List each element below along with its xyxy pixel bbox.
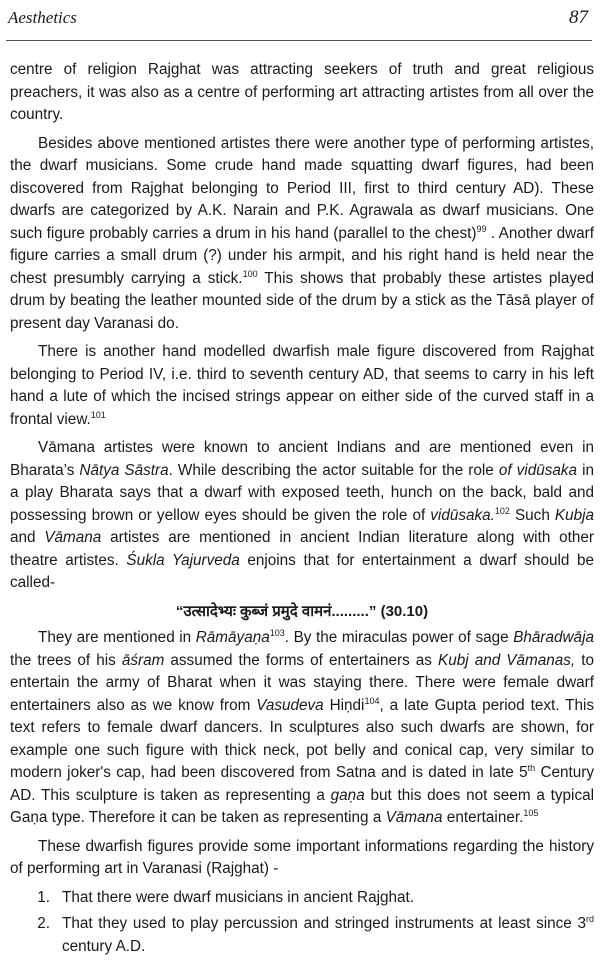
list-item [10,887,594,910]
footnote-ref-102: 102 [494,505,510,516]
paragraph-5: They are mentioned in Rāmāyaṇa$^{103}$. By the miraculas power of sage Bhāradwāja the trees of his āśram assumed the forms of entertainers as Kubj and Vāmanas, to entertain the army of Bharat when it was staying there. There were female dwarf entertainers also as we know from Vasudeva Hiṇdi$^{104}$, a late Gupta period text. This text refers to female dwarf dancers. In sculptures also such dwarfs are shown, for example one such figure with thick neck, pot belly and conical cap, very similar to modern joker's cap, had been discovered from Satna and is dated in late 5th Century AD. This sculpture is taken as representing a gaṇa but this does not seem a typical Gaṇa type. Therefore it can be taken as representing a Vāmana entertainer.$^{105}$ [10,628,595,826]
footnote-ref-100: 100 [242,268,258,279]
list-text: That there were dwarf musicians in ancient Rajghat. [62,888,415,906]
footnote-ref-101: 101 [90,409,106,420]
list-number: 2. [37,915,50,932]
list-number: 1. [37,888,50,906]
header-rule [6,40,592,41]
list-item [10,913,594,958]
findings-list [10,887,594,959]
footnote-ref-103: 103 [269,628,285,638]
running-head: Aesthetics [8,8,77,27]
footnote-ref-99: 99 [476,223,487,234]
list-text: That they used to play percussion and stringed instruments at least since 3rd century A.D. [62,914,594,955]
footnote-ref-104: 104 [364,695,380,706]
body-text [10,59,594,962]
paragraph-4: Vāmana artistes were known to ancient Indians and are mentioned even in Bharata’s Nātya Sāstra. While describing the actor suitable for the role of vidūsaka in a play Bharata says that a dwarf with exposed teeth, hunch on the back, bald and possessing brown or yellow eyes should be given the role of vidūsaka.$^{102}$ Such Kubja and Vāmana artistes are mentioned in ancient Indian literature along with other theatre artistes. Śukla Yajurveda enjoins that for entertainment a dwarf should be called- [10,439,594,591]
page-number: 87 [569,7,588,28]
paragraph-1: centre of religion Rajghat was attracting seekers of truth and great religious preachers, it was also as a centre of performing art attracting artistes from all over the country. [10,61,594,123]
paragraph-3: There is another hand modelled dwarfish male figure discovered from Rajghat belonging to Period IV, i.e. third to seventh century AD, that seems to carry in his left hand a lute of which the incised strings appear on either side of the curved staff in a frontal view.$^{101}$ [10,343,594,428]
paragraph-2: Besides above mentioned artistes there were another type of performing artistes, the dwarf musicians. Some crude hand made squatting dwarf figures, had been discovered from Rajghat belonging to Period III, first to third century AD). These dwarfs are categorized by A.K. Narain and P.K. Agrawala as dwarf musicians. One such figure probably carries a drum in his hand (parallel to the chest)$^{99}$ . Another dwarf figure carries a small drum (?) under his armpit, and his right hand is held near the chest presumbly carrying a stick.$^{100}$ This shows that probably these artistes played drum by beating the leather mounted side of the drum by a stick as the Tāsā player of present day Varanasi do. [10,134,595,332]
sanskrit-verse: “उत्सादेभ्यः कुब्जं प्रमुदे वामनं.........” (30.10) [175,602,429,620]
footnote-ref-105: 105 [523,808,539,818]
paragraph-6: These dwarfish figures provide some important informations regarding the history of performing art in Varanasi (Rajghat) - [10,837,594,877]
